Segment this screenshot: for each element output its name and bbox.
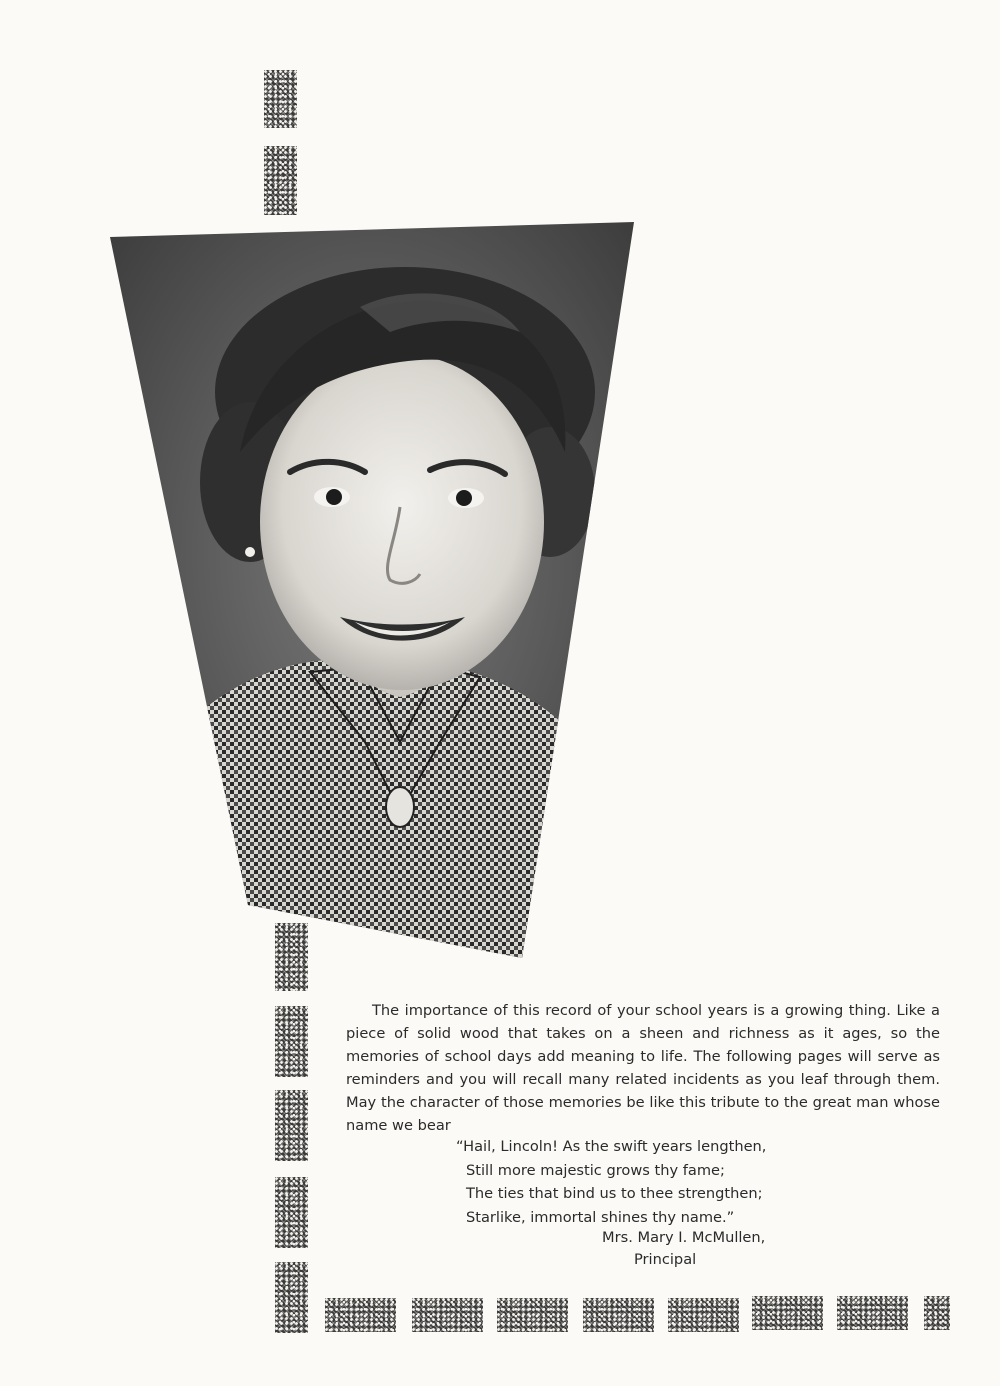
poem-line: The ties that bind us to thee strengthen; — [466, 1185, 763, 1202]
decorative-block — [275, 923, 308, 991]
tribute-text: The importance of this record of your school years is a growing thing. Like a piece of solid wood that takes on a sheen and richness as it ages, so the memories of school days add meaning to life. The following pages will serve as reminders and you will recall many related incidents as you leaf through them. May the character of those memories be like this tribute to the great man whose name we bear — [346, 1002, 940, 1134]
decorative-block — [924, 1296, 950, 1330]
decorative-block — [583, 1298, 654, 1332]
decorative-block — [275, 1177, 308, 1248]
decorative-block — [668, 1298, 739, 1332]
principal-portrait — [110, 222, 636, 958]
decorative-block — [837, 1296, 908, 1330]
decorative-block — [412, 1298, 483, 1332]
signature-name: Mrs. Mary I. McMullen, — [602, 1229, 766, 1246]
decorative-block — [264, 146, 297, 215]
decorative-block — [325, 1298, 396, 1332]
decorative-block — [275, 1006, 308, 1077]
poem — [456, 1135, 766, 1229]
decorative-block — [264, 70, 297, 128]
decorative-block — [275, 1262, 308, 1333]
decorative-block — [275, 1090, 308, 1161]
poem-line: Still more majestic grows thy fame; — [466, 1161, 725, 1179]
tribute-paragraph — [346, 999, 940, 1137]
decorative-block — [752, 1296, 823, 1330]
signature-title: Principal — [634, 1251, 697, 1268]
poem-line: Starlike, immortal shines thy name.” — [466, 1208, 735, 1226]
decorative-block — [497, 1298, 568, 1332]
poem-line: “Hail, Lincoln! As the swift years lengthen, — [456, 1138, 767, 1155]
